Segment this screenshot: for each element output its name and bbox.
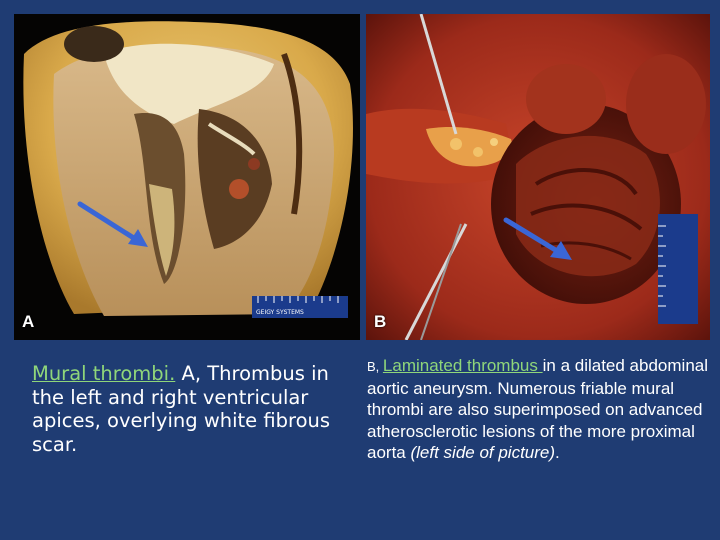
caption-b-period: . (555, 443, 560, 462)
caption-b-body: in a dilated abdominal aortic aneurysm. Numerous friable mural thrombi are also superimposed on advanced atherosclerotic lesions of the more proximal aorta (367, 356, 709, 462)
panel-letter-b: B (374, 312, 387, 331)
ruler-label: GEIGY SYSTEMS (256, 309, 304, 316)
photo-panel-b (366, 14, 710, 340)
photo-panel-a (14, 14, 360, 340)
panel-letter-a: A (22, 312, 35, 331)
caption-a-title: Mural thrombi. (32, 362, 176, 385)
aorta-aneurysm-photo (366, 14, 710, 340)
caption-a-panel-tag: A, (175, 362, 202, 385)
caption-a (32, 362, 332, 456)
caption-b (367, 355, 712, 464)
caption-b-italic-note: (left side of picture) (410, 443, 556, 462)
caption-a-body: Thrombus in the left and right ventricular apices, overlying white fibrous scar. (32, 362, 331, 456)
caption-b-title: Laminated thrombus (382, 356, 543, 375)
heart-section-photo (14, 14, 360, 340)
caption-b-panel-tag: B, (367, 359, 383, 374)
